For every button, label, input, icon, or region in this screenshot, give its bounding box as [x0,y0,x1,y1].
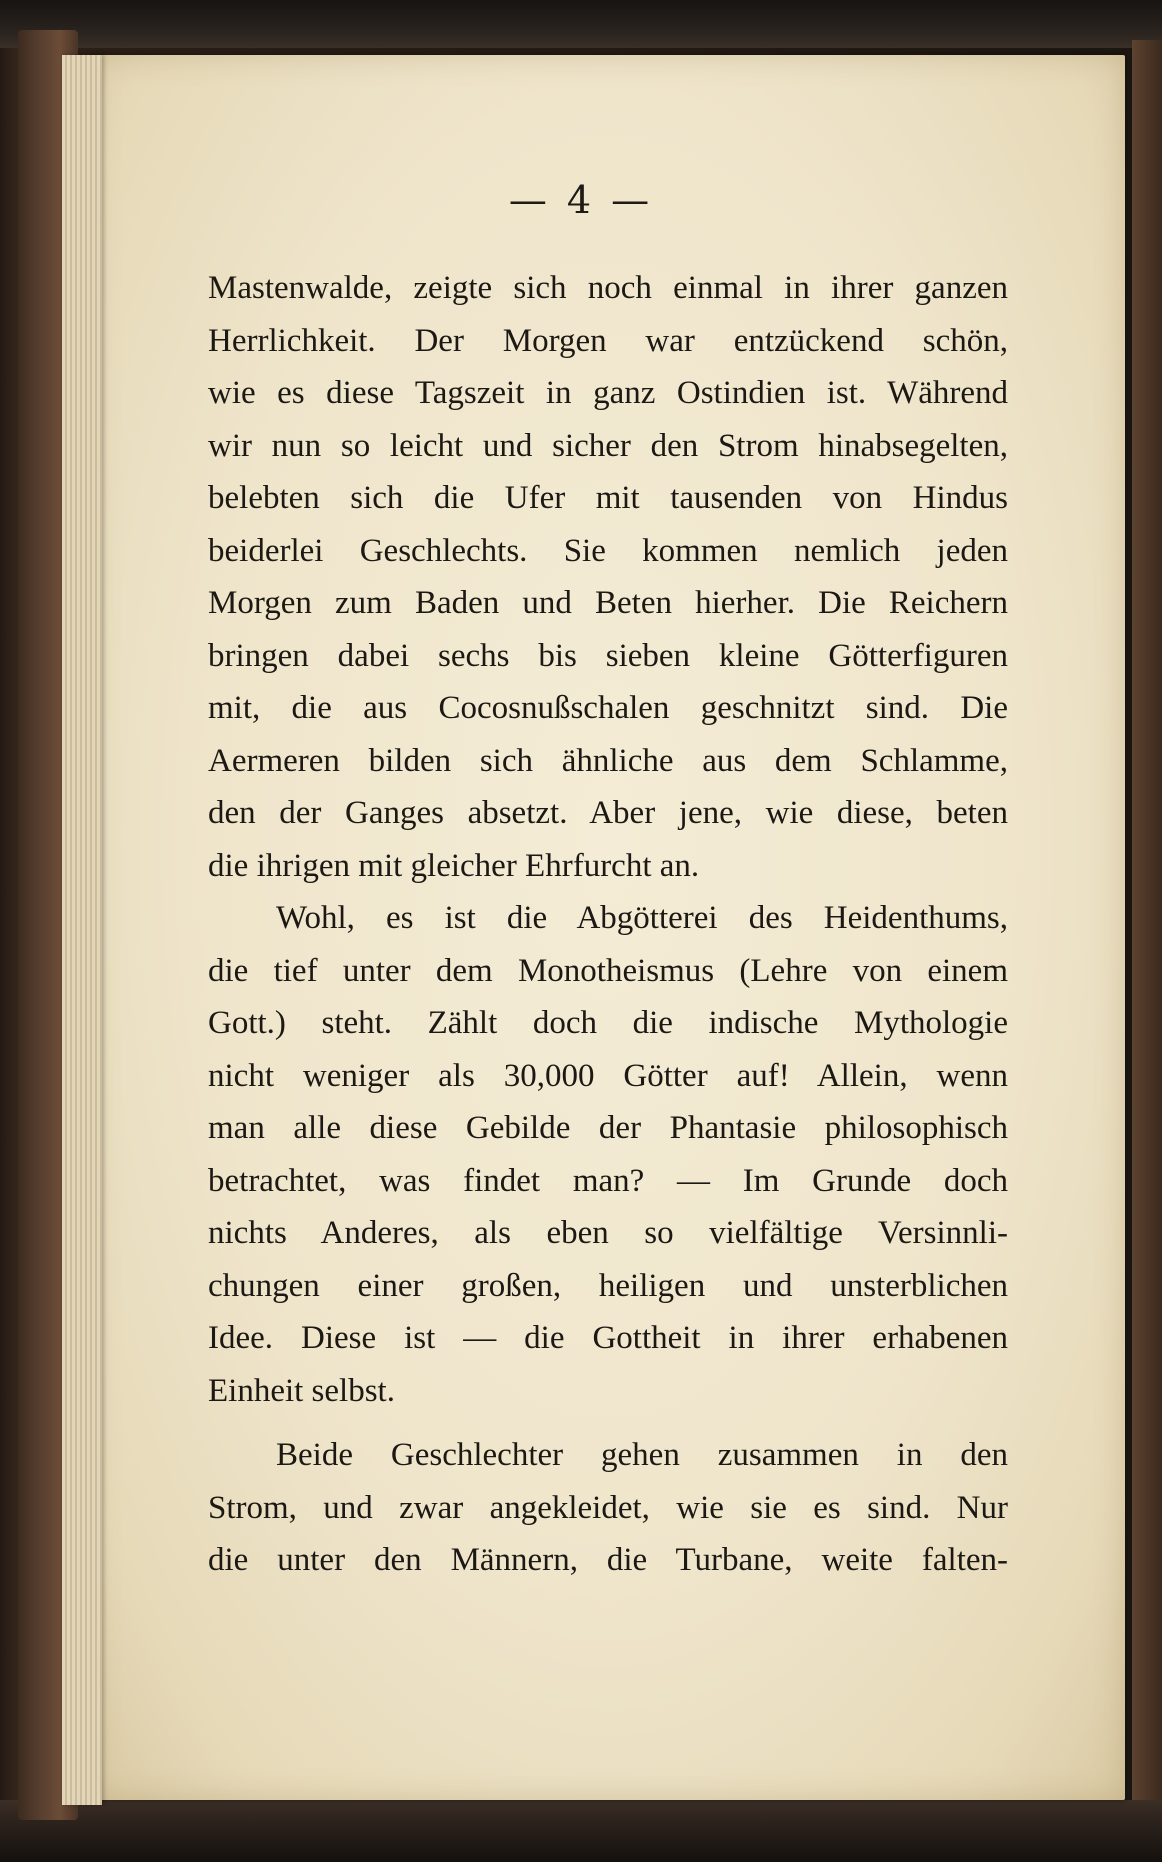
text-line: die ihrigen mit gleicher Ehrfurcht an. [208,847,700,884]
page-leaf-edges [62,55,102,1805]
text-line: Idee. Diese ist — die Gottheit in ihrer erhabenen [208,1320,1008,1356]
text-line: bringen dabei sechs bis sieben kleine Götterfiguren [208,637,1008,674]
body-text [208,262,1008,1587]
text-line: Einheit selbst. [208,1372,395,1409]
paragraph-1 [208,262,1008,892]
text-line: beiderlei Geschlechts. Sie kommen nemlich jeden [208,532,1008,569]
text-line: betrachtet, was findet man? — Im Grunde doch [208,1162,1008,1199]
paragraph-spacing [208,1417,1008,1429]
text-line: Wohl, es ist die Abgötterei des Heidenthums, [276,900,1008,936]
text-line: Beide Geschlechter gehen zusammen in den [276,1437,1008,1473]
text-line: chungen einer großen, heiligen und unsterblichen [208,1267,1008,1304]
text-line: belebten sich die Ufer mit tausenden von Hindus [208,480,1008,516]
scan-background-top [0,0,1162,48]
text-line: Gott.) steht. Zählt doch die indische Mythologie [208,1005,1008,1041]
text-line: nichts Anderes, als eben so vielfältige Versinnli- [208,1215,1008,1251]
page-number: — 4 — [508,178,654,222]
paragraph-2 [208,892,1008,1417]
text-line: mit, die aus Cocosnußschalen geschnitzt sind. Die [208,690,1008,726]
text-line: wir nun so leicht und sicher den Strom hinabsegelten, [208,427,1008,464]
text-line: die unter den Männern, die Turbane, weite falten- [208,1542,1008,1578]
paragraph-3 [208,1429,1008,1587]
text-line: Morgen zum Baden und Beten hierher. Die Reichern [208,585,1008,621]
text-line: den der Ganges absetzt. Aber jene, wie diese, beten [208,795,1008,831]
text-line: wie es diese Tagszeit in ganz Ostindien ist. Während [208,375,1008,411]
text-line: nicht weniger als 30,000 Götter auf! Allein, wenn [208,1057,1008,1094]
scan-background-bottom [0,1800,1162,1862]
text-line: Aermeren bilden sich ähnliche aus dem Schlamme, [208,742,1008,779]
text-line: Strom, und zwar angekleidet, wie sie es sind. Nur [208,1489,1008,1526]
text-line: die tief unter dem Monotheismus (Lehre von einem [208,952,1008,989]
book-cover-right-edge [1132,40,1162,1800]
text-line: Herrlichkeit. Der Morgen war entzückend schön, [208,322,1008,359]
text-line: Mastenwalde, zeigte sich noch einmal in ihrer ganzen [208,270,1008,306]
text-line: man alle diese Gebilde der Phantasie philosophisch [208,1110,1008,1146]
